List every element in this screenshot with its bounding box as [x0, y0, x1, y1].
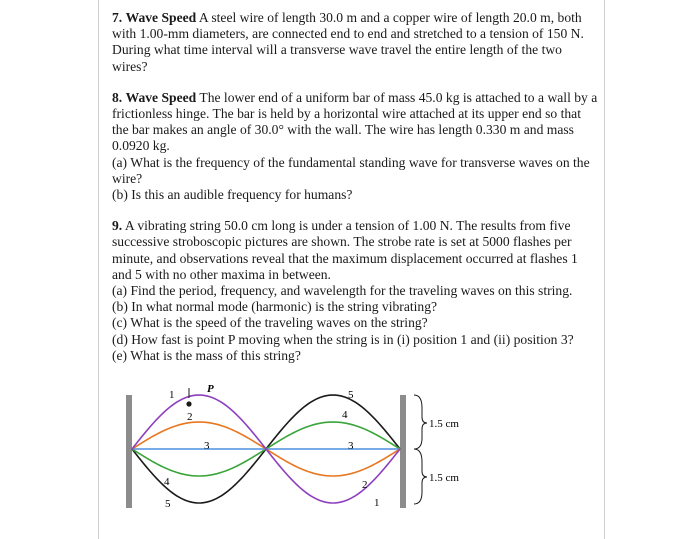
label-4-right: 4: [342, 409, 348, 421]
label-3-right: 3: [348, 440, 354, 452]
problem-7: [112, 10, 600, 75]
problem-9-part-a: (a) Find the period, frequency, and wavelength for the traveling waves on this string.: [112, 283, 573, 299]
top-dimension-brace: [414, 395, 427, 449]
problem-8-number: 8.: [112, 89, 123, 105]
bottom-dimension-label: 1.5 cm: [429, 472, 459, 484]
label-2-left: 2: [187, 411, 193, 423]
point-p-dot: [186, 401, 191, 406]
label-2-right: 2: [362, 479, 368, 491]
problem-8-part-a: (a) What is the frequency of the fundamental standing wave for transverse waves on the wire?: [112, 154, 590, 186]
problem-9-part-b: (b) In what normal mode (harmonic) is the string vibrating?: [112, 299, 438, 315]
right-wall: [400, 395, 406, 508]
top-dimension-label: 1.5 cm: [429, 418, 459, 430]
label-4-left: 4: [164, 476, 170, 488]
problem-9: [112, 218, 600, 364]
label-1-right: 1: [374, 497, 380, 509]
standing-wave-figure: [112, 380, 592, 530]
point-p-label: P: [207, 383, 214, 395]
problem-list: [112, 10, 600, 379]
problem-8: [112, 90, 600, 203]
label-5-left: 5: [165, 498, 171, 510]
left-wall: [126, 395, 132, 508]
label-3-left: 3: [204, 440, 210, 452]
bottom-dimension-brace: [414, 449, 427, 504]
label-1-left: 1: [169, 389, 175, 401]
problem-7-title: Wave Speed: [125, 10, 197, 25]
problem-7-number: 7.: [112, 10, 123, 25]
problem-8-title: Wave Speed: [125, 89, 197, 105]
standing-wave-diagram: [112, 380, 592, 530]
problem-9-part-e: (e) What is the mass of this string?: [112, 347, 301, 363]
problem-9-body: A vibrating string 50.0 cm long is under a tension of 1.00 N. The results from five successive stroboscopic pictures are shown. The strobe rate is set at 5000 flashes per minute, and observations reveal that the maximum displacement occurred at flashes 1 and 5 with no other maxima in between.: [112, 218, 578, 282]
problem-9-part-d: (d) How fast is point P moving when the string is in (i) position 1 and (ii) position 3?: [112, 331, 574, 347]
problem-8-body: The lower end of a uniform bar of mass 45.0 kg is attached to a wall by a frictionless hinge. The bar is held by a horizontal wire attached at its upper end so that the bar makes an angle of 30.0° with the wall. The wire has length 0.330 m and mass 0.0920 kg.: [112, 89, 598, 154]
problem-8-part-b: (b) Is this an audible frequency for humans?: [112, 187, 353, 203]
problem-9-text: [112, 218, 600, 283]
problem-9-number: 9.: [112, 218, 123, 234]
problem-7-text: [112, 10, 600, 75]
problem-7-body: A steel wire of length 30.0 m and a copper wire of length 20.0 m, both with 1.00-mm diameters, are connected end to end and stretched to a tension of 150 N. During what time interval will a transverse wave travel the entire length of the two wires?: [112, 10, 584, 74]
left-border: [98, 0, 99, 539]
right-border: [604, 0, 605, 539]
label-5-right: 5: [348, 389, 354, 401]
problem-9-part-c: (c) What is the speed of the traveling waves on the string?: [112, 315, 428, 331]
problem-8-text: [112, 90, 600, 155]
